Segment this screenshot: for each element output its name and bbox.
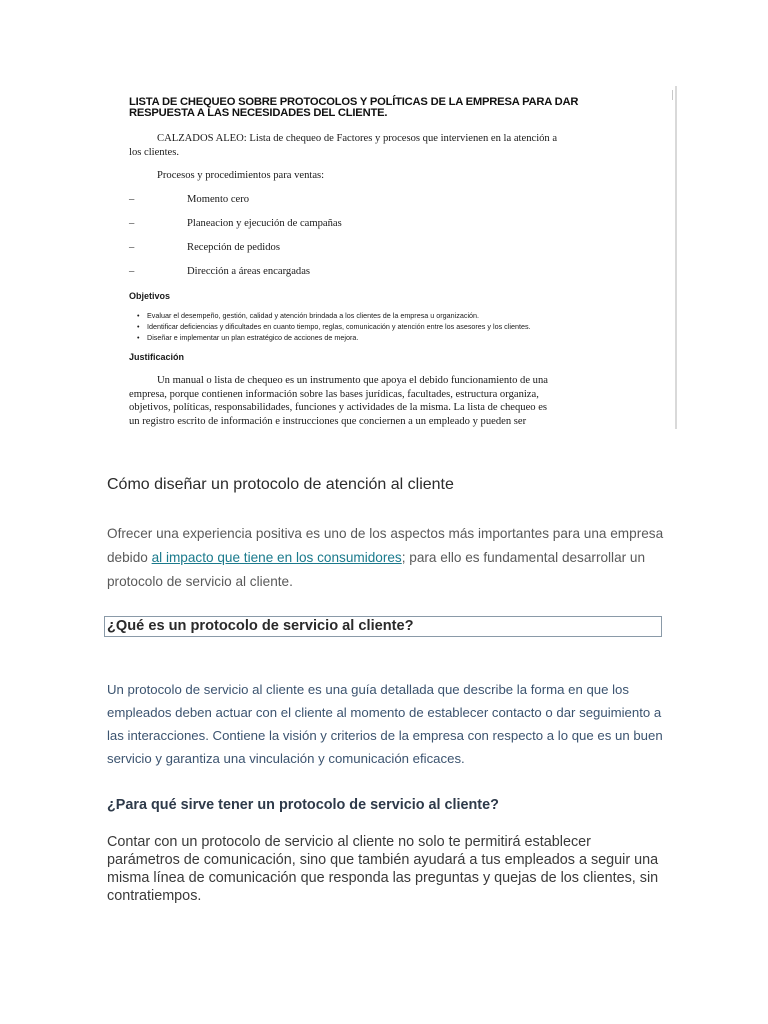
checklist-intro-line: CALZADOS ALEO: Lista de chequeo de Factores y procesos que intervienen en la atención a [157, 133, 558, 144]
article-intro [107, 522, 667, 594]
justificacion-text [129, 374, 661, 428]
objetivo-item [137, 310, 677, 321]
checklist-title-line: LISTA DE CHEQUEO SOBRE PROTOCOLOS Y POLÍTICAS DE LA EMPRESA PARA DAR [129, 96, 579, 108]
step-dash: – [129, 266, 135, 277]
intro-text: Ofrecer una experiencia positiva es uno de los aspectos más importantes para una empresa debido [107, 526, 664, 565]
checklist-intro-line: los clientes. [129, 147, 180, 158]
step-item: Recepción de pedidos [187, 242, 280, 253]
intro-text: ; para ello es fundamental desarrollar un protocolo de servicio al cliente. [107, 550, 646, 589]
bullet-icon: • [137, 333, 140, 342]
bullet-icon: • [137, 322, 140, 331]
step-item: Planeacion y ejecución de campañas [187, 218, 342, 229]
objetivo-text: Identificar deficiencias y dificultades en cuanto tiempo, reglas, comunicación y atención entre los asesores y los clientes. [147, 322, 531, 331]
objetivo-text: Diseñar e implementar un plan estratégico de acciones de mejora. [147, 333, 359, 342]
justificacion-line: Un manual o lista de chequeo es un instrumento que apoya el debido funcionamiento de una [157, 375, 548, 386]
article-heading: Cómo diseñar un protocolo de atención al cliente [107, 476, 454, 493]
scan-border [675, 86, 677, 429]
justificacion-line: empresa, porque contienen información sobre las bases jurídicas, facultades, estructura organiza, [129, 388, 539, 400]
justificacion-line: objetivos, políticas, responsabilidades, funciones y actividades de la misma. La lista de chequeo es [129, 402, 548, 414]
step-dash: – [129, 242, 135, 253]
objetivos-heading: Objetivos [129, 291, 171, 301]
step-dash: – [129, 194, 135, 205]
consumer-impact-link[interactable]: al impacto que tiene en los consumidores [151, 550, 402, 565]
step-dash: – [129, 218, 135, 229]
section-text-que-es: Un protocolo de servicio al cliente es una guía detallada que describe la forma en que los empleados deben actuar con el cliente al momento de establecer contacto o dar seguimiento a las interacciones. Contiene la visión y criterios de la empresa con respecto a lo que es un buen servicio y garantiza una vinculación y comunicación eficaces. [107, 682, 663, 766]
checklist-title [129, 97, 659, 119]
objetivo-text: Evaluar el desempeño, gestión, calidad y atención brindada a los clientes de la empresa u organización. [147, 311, 480, 320]
procesos-label: Procesos y procedimientos para ventas: [157, 170, 325, 181]
objetivo-item [137, 321, 677, 332]
checklist-title-line: RESPUESTA A LAS NECESIDADES DEL CLIENTE. [129, 107, 388, 119]
step-item: Dirección a áreas encargadas [187, 266, 311, 277]
scan-border-mark [672, 90, 677, 100]
justificacion-line: un registro escrito de información e instrucciones que conciernen a un empleado y pueden ser [129, 415, 527, 427]
bullet-icon: • [137, 311, 140, 320]
scanned-checklist-image [117, 86, 677, 429]
objetivos-list [137, 310, 677, 343]
section-text-para-que: Contar con un protocolo de servicio al cliente no solo te permitirá establecer parámetros de comunicación, sino que también ayudará a tus empleados a seguir una misma línea de comunicación que responda las preguntas y quejas de los clientes, sin contratiempos. [107, 834, 659, 904]
section-heading-para-que: ¿Para qué sirve tener un protocolo de servicio al cliente? [107, 797, 499, 813]
step-item: Momento cero [187, 194, 250, 205]
justificacion-heading: Justificación [129, 352, 185, 362]
objetivo-item [137, 332, 677, 343]
section-heading-que-es: ¿Qué es un protocolo de servicio al cliente? [104, 616, 662, 637]
checklist-intro [129, 132, 659, 160]
